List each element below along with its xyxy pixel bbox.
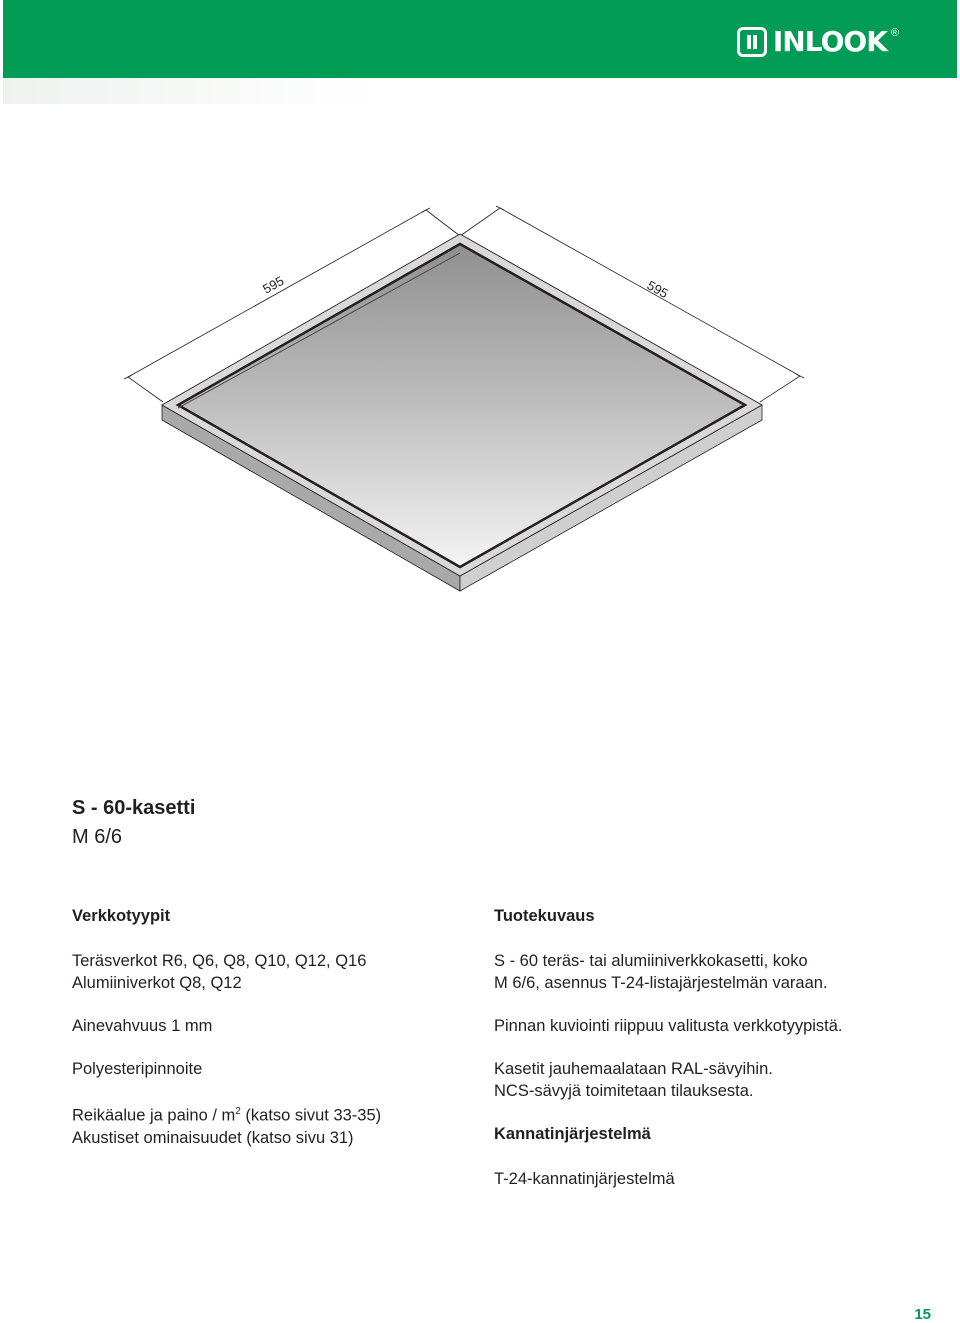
- dimension-label-right: 595: [644, 277, 671, 302]
- acoustics-info: Akustiset ominaisuudet (katso sivu 31): [72, 1128, 354, 1147]
- perforation-suffix: (katso sivut 33-35): [240, 1106, 382, 1125]
- description-line-2: M 6/6, asennus T-24-listajärjestelmän varaan.: [494, 974, 828, 992]
- coating-type: Polyesteripinnoite: [72, 1060, 203, 1078]
- perforation-prefix: Reikäalue ja paino / m: [72, 1106, 236, 1125]
- product-subtitle: M 6/6: [72, 826, 123, 848]
- steel-mesh-types: Teräsverkot R6, Q6, Q8, Q10, Q12, Q16: [72, 952, 367, 970]
- description-line-1: S - 60 teräs- tai alumiiniverkkokasetti, koko: [494, 952, 808, 970]
- cassette-drawing: [0, 180, 960, 610]
- dimension-label-left: 595: [260, 272, 287, 297]
- page-number: 15: [914, 1306, 931, 1323]
- perforation-superscript: 2: [235, 1106, 241, 1117]
- header-shadow: [3, 78, 957, 104]
- header-bar: [3, 0, 957, 78]
- perforation-info: [72, 1101, 472, 1127]
- mesh-types-section: [72, 905, 472, 1149]
- product-description-heading: Tuotekuvaus: [494, 907, 595, 925]
- color-line-1: Kasetit jauhemaalataan RAL-sävyihin.: [494, 1060, 773, 1078]
- aluminium-mesh-types: Alumiiniverkot Q8, Q12: [72, 974, 242, 992]
- product-description-section: [494, 905, 934, 1190]
- material-thickness: Ainevahvuus 1 mm: [72, 1017, 213, 1035]
- inlook-logo: [737, 25, 899, 59]
- inlook-logo-mark-icon: [737, 27, 767, 57]
- pattern-note: Pinnan kuviointi riippuu valitusta verkkotyypistä.: [494, 1017, 843, 1035]
- support-system-heading: Kannatinjärjestelmä: [494, 1125, 651, 1143]
- registered-mark: ®: [890, 27, 899, 39]
- brand-name: INLOOK: [772, 25, 887, 58]
- support-system-value: T-24-kannatinjärjestelmä: [494, 1170, 675, 1188]
- mesh-types-heading: Verkkotyypit: [72, 907, 171, 925]
- color-line-2: NCS-sävyjä toimitetaan tilauksesta.: [494, 1082, 754, 1100]
- product-title: S - 60-kasetti: [72, 797, 196, 819]
